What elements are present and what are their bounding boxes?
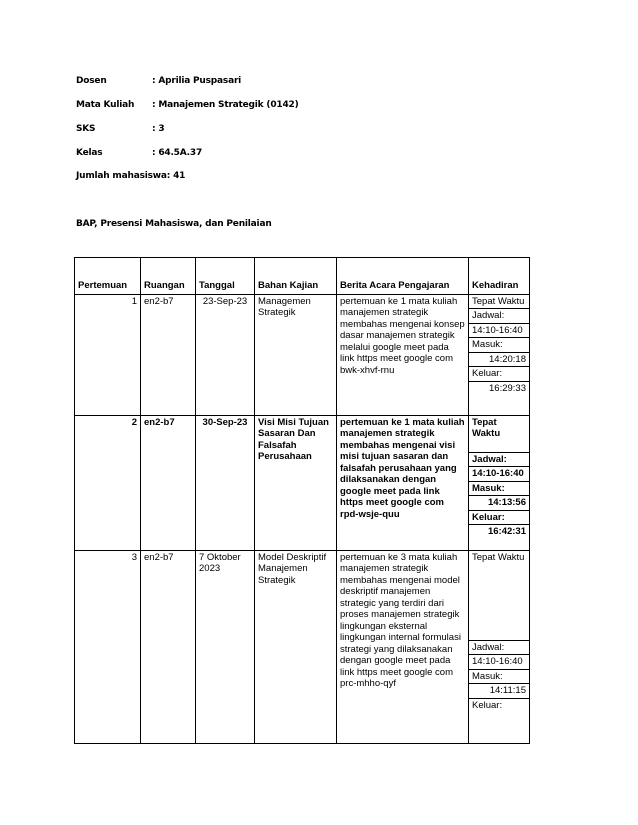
kelas-line xyxy=(76,148,202,158)
cell-tanggal: 23-Sep-23 xyxy=(196,294,255,415)
col-pertemuan: Pertemuan xyxy=(75,258,141,295)
matkul-label: Mata Kuliah xyxy=(76,100,135,110)
kehadiran-status: Tepat Waktu xyxy=(469,551,529,641)
col-tanggal: Tanggal xyxy=(196,258,255,295)
kehadiran-keluar: 16:29:33 xyxy=(489,382,526,394)
dosen-label: Dosen xyxy=(76,76,107,86)
sks-label: SKS xyxy=(76,124,96,134)
kehadiran-keluar-label: Keluar: xyxy=(472,699,503,711)
col-bahan-kajian: Bahan Kajian xyxy=(255,258,337,295)
dosen-value: : Aprilia Puspasari xyxy=(152,76,242,86)
kehadiran-masuk: 14:20:18 xyxy=(469,353,529,368)
kehadiran-keluar-label: Keluar: xyxy=(469,511,529,526)
cell-kehadiran xyxy=(469,550,530,743)
cell-kehadiran xyxy=(469,294,530,415)
bap-table xyxy=(74,257,530,744)
sks-value: : 3 xyxy=(152,124,165,134)
kehadiran-jadwal-label: Jadwal: xyxy=(469,309,529,324)
col-ruangan: Ruangan xyxy=(141,258,196,295)
cell-ruangan: en2-b7 xyxy=(141,550,196,743)
cell-pertemuan: 2 xyxy=(75,415,141,550)
kehadiran-jadwal-label: Jadwal: xyxy=(469,641,529,656)
cell-berita-acara: pertemuan ke 1 mata kuliah manajemen strategik membahas mengenai visi misi tujuan sasaran dan falsafah perusahaan yang dilaksanakan dengan google meet pada link https meet google com rpd-wsje-quu xyxy=(337,415,469,550)
kehadiran-keluar-label: Keluar: xyxy=(469,367,529,382)
kehadiran-masuk: 14:11:15 xyxy=(469,684,529,699)
cell-bahan-kajian: Visi Misi Tujuan Sasaran Dan Falsafah Perusahaan xyxy=(255,415,337,550)
cell-ruangan: en2-b7 xyxy=(141,415,196,550)
kelas-value: : 64.5A.37 xyxy=(152,148,203,158)
kehadiran-jadwal: 14:10-16:40 xyxy=(469,324,529,339)
table-row xyxy=(75,294,530,415)
jumlah-mahasiswa: Jumlah mahasiswa: 41 xyxy=(76,171,186,181)
matkul-line xyxy=(76,100,298,110)
kehadiran-jadwal: 14:10-16:40 xyxy=(469,467,529,482)
kehadiran-keluar: 16:42:31 xyxy=(487,526,526,537)
cell-berita-acara: pertemuan ke 1 mata kuliah manajemen strategik membahas mengenai konsep dasar manajemen strategik melalui google meet pada link https meet google com bwk-xhvf-rnu xyxy=(337,294,469,415)
cell-berita-acara: pertemuan ke 3 mata kuliah manajemen strategik membahas mengenai model deskriptif manajemen strategic yang terdiri dari proses manajemen strategik lingkungan eksternal lingkungan internal formulasi strategi yang dilaksanakan dengan google meet pada link https meet google com prc-mhho-qyf xyxy=(337,550,469,743)
cell-pertemuan: 3 xyxy=(75,550,141,743)
cell-pertemuan: 1 xyxy=(75,294,141,415)
matkul-value: : Manajemen Strategik (0142) xyxy=(152,100,299,110)
kehadiran-masuk-label: Masuk: xyxy=(469,670,529,685)
kehadiran-status: Tepat Waktu xyxy=(469,416,529,453)
cell-tanggal: 7 Oktober 2023 xyxy=(196,550,255,743)
kehadiran-masuk-label: Masuk: xyxy=(469,482,529,497)
dosen-line xyxy=(76,76,241,86)
col-kehadiran: Kehadiran xyxy=(469,258,530,295)
cell-tanggal: 30-Sep-23 xyxy=(196,415,255,550)
cell-bahan-kajian: Model Deskriptif Manajemen Strategik xyxy=(255,550,337,743)
table-header-row xyxy=(75,258,530,295)
cell-bahan-kajian: Managemen Strategik xyxy=(255,294,337,415)
table-row xyxy=(75,415,530,550)
cell-kehadiran xyxy=(469,415,530,550)
cell-ruangan: en2-b7 xyxy=(141,294,196,415)
table-row xyxy=(75,550,530,743)
kelas-label: Kelas xyxy=(76,148,103,158)
kehadiran-jadwal: 14:10-16:40 xyxy=(469,655,529,670)
col-berita-acara: Berita Acara Pengajaran xyxy=(337,258,469,295)
kehadiran-status: Tepat Waktu xyxy=(469,295,529,310)
kehadiran-masuk-label: Masuk: xyxy=(469,338,529,353)
kehadiran-masuk: 14:13:56 xyxy=(469,496,529,511)
section-title: BAP, Presensi Mahasiswa, dan Penilaian xyxy=(76,219,272,229)
kehadiran-jadwal-label: Jadwal: xyxy=(469,453,529,468)
sks-line xyxy=(76,124,164,134)
